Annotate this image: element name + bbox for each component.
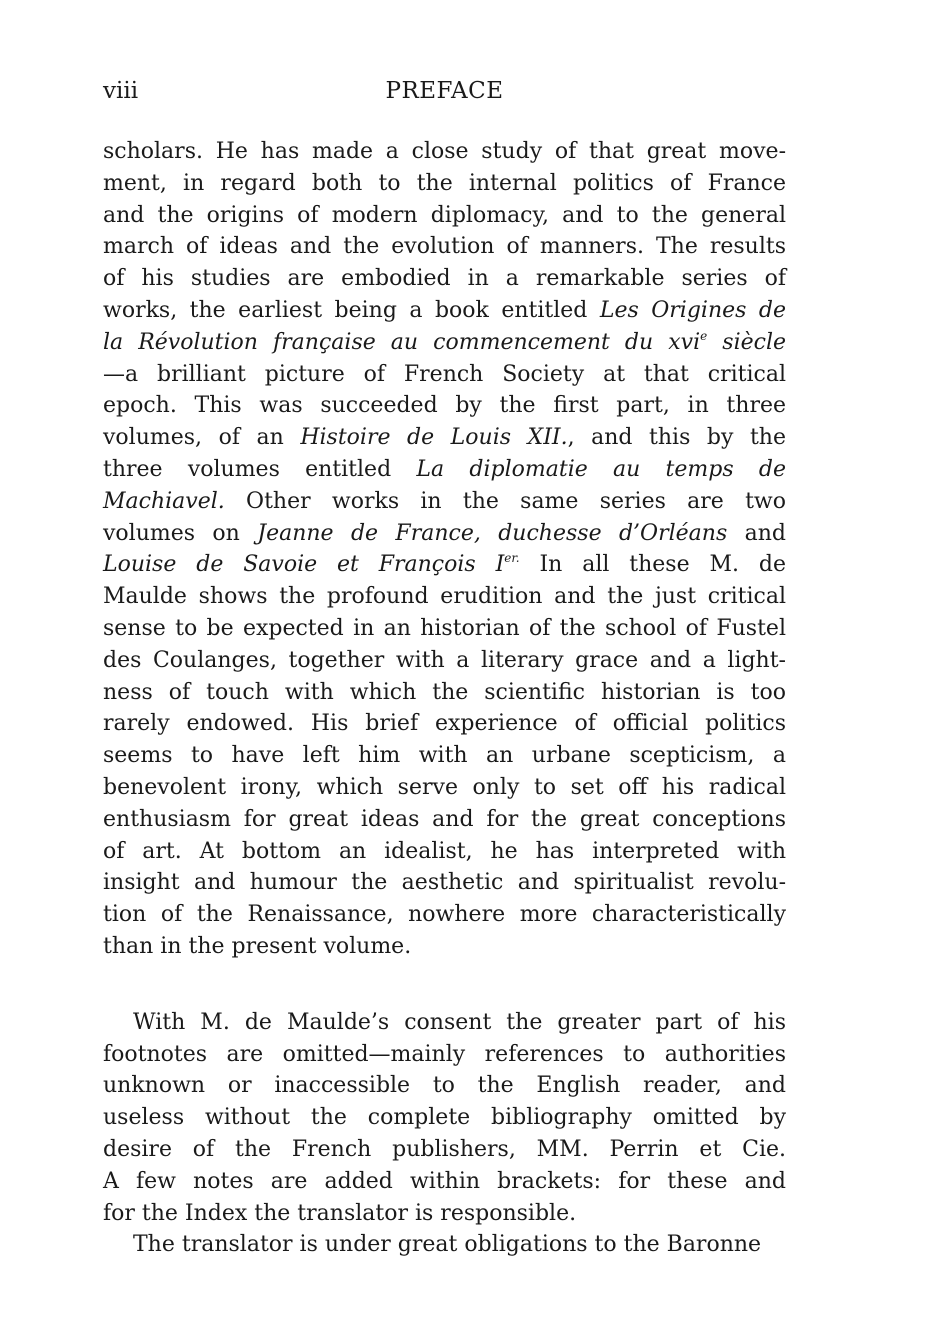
text-line: ment, in regard both to the internal politics of France [103, 170, 786, 196]
text-line: sense to be expected in an historian of the school of Fustel [103, 615, 786, 641]
paragraph-1 [103, 136, 786, 963]
text-line: A few notes are added within brackets: for these and [103, 1168, 786, 1194]
paragraph-2 [103, 1007, 786, 1230]
text-line: With M. de Maulde’s consent the greater part of his [133, 1009, 786, 1035]
text-line [103, 454, 786, 486]
text-line [103, 549, 786, 581]
text-line: scholars. He has made a close study of that great move- [103, 139, 786, 164]
text-line: unknown or inaccessible to the English reader, and [103, 1073, 786, 1099]
paragraph-gap [103, 963, 786, 1007]
text-run: Other works in the same series are two [224, 488, 786, 514]
text-run: three volumes entitled [103, 456, 417, 482]
text-run: volumes, of an [103, 425, 301, 451]
text-line [103, 486, 786, 518]
text-line: The translator is under great obligations to the Baronne [133, 1232, 762, 1258]
book-title: Jeanne de France, duchesse d’Orléans [257, 520, 728, 546]
text-line: epoch. This was succeeded by the first part, in three [103, 393, 786, 419]
text-line: useless without the complete bibliography omitted by [103, 1105, 786, 1131]
text-line: of his studies are embodied in a remarkable series of [103, 266, 786, 292]
text-run: In all these M. de [519, 552, 786, 578]
book-title: Les Origines de [599, 297, 786, 323]
page-header [103, 78, 786, 110]
superscript: er. [504, 551, 520, 566]
text-run: la Révolution française au commencement du xvi [103, 329, 701, 355]
superscript: e [700, 328, 708, 343]
text-line [103, 327, 786, 359]
text-line [103, 518, 786, 550]
text-line: desire of the French publishers, MM. Perrin et Cie. [103, 1136, 786, 1162]
book-title: La diplomatie au temps de [416, 456, 786, 482]
text-line: march of ideas and the evolution of manners. The results [103, 234, 786, 260]
book-title [103, 330, 786, 355]
page-number: viii [103, 78, 139, 104]
text-line: enthusiasm for great ideas and for the great conceptions [103, 806, 786, 832]
book-title: Machiavel. [103, 488, 225, 514]
text-line [103, 422, 786, 454]
paragraph-3 [103, 1229, 786, 1261]
text-line: rarely endowed. His brief experience of official politics [103, 711, 786, 737]
text-run: works, the earliest being a book entitled [103, 297, 600, 323]
text-run: , and this by the [567, 425, 786, 451]
book-title [103, 552, 520, 577]
text-line: footnotes are omitted—mainly references to authorities [103, 1041, 786, 1067]
book-title: Histoire de Louis XII. [300, 425, 568, 451]
text-line: insight and humour the aesthetic and spiritualist revolu- [103, 870, 786, 896]
text-run: and [727, 520, 786, 546]
text-line: and the origins of modern diplomacy, and to the general [103, 202, 786, 228]
text-line: ness of touch with which the scientific historian is too [103, 679, 786, 705]
text-line: seems to have left him with an urbane scepticism, a [103, 743, 786, 769]
text-line [103, 295, 786, 327]
text-line: tion of the Renaissance, nowhere more characteristically [103, 902, 786, 928]
text-line: —a brilliant picture of French Society at that critical [103, 361, 786, 387]
text-line: Maulde shows the profound erudition and the just critical [103, 584, 786, 610]
running-title: PREFACE [385, 78, 504, 104]
text-line: of art. At bottom an idealist, he has interpreted with [103, 838, 786, 864]
text-run: Louise de Savoie et François I [103, 552, 505, 578]
page-body [103, 136, 786, 1261]
text-line: for the Index the translator is responsible. [103, 1200, 577, 1226]
text-line: des Coulanges, together with a literary grace and a light- [103, 647, 786, 673]
text-run: siècle [707, 329, 786, 355]
text-line: than in the present volume. [103, 933, 412, 959]
text-line: benevolent irony, which serve only to set off his radical [103, 774, 786, 800]
text-run: volumes on [103, 520, 258, 546]
